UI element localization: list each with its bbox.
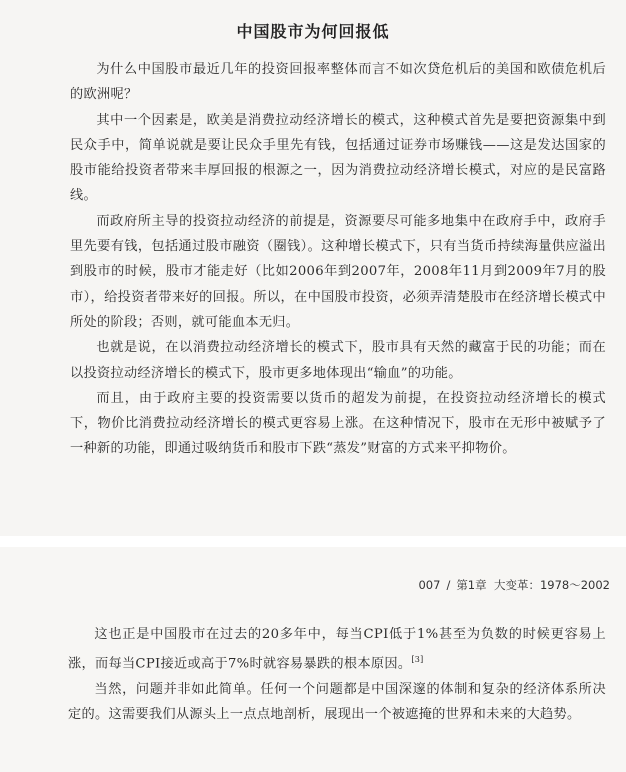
citation-marker: [3] <box>411 655 424 665</box>
page-number: 007 <box>418 578 441 592</box>
page-gap <box>0 536 626 547</box>
bottom-page <box>0 547 626 772</box>
chapter-title: 大变革：1978～2002 <box>493 578 610 592</box>
separator: / <box>446 578 451 592</box>
paragraph: 为什么中国股市最近几年的投资回报率整体而言不如次贷危机后的美国和欧债危机后的欧洲呢？ <box>70 62 606 103</box>
paragraph: 当然，问题并非如此简单。任何一个问题都是中国深邃的体制和复杂的经济体系所决定的。这需要我们从源头上一点点地剖析，展现出一个被遮掩的世界和未来的大趋势。 <box>68 681 606 723</box>
top-page-body <box>70 57 606 462</box>
section-title: 中国股市为何回报低 <box>236 22 390 41</box>
paragraph: 其中一个因素是，欧美是消费拉动经济增长的模式，这种模式首先是要把资源集中到民众手中，简单说就是要让民众手里先有钱，包括通过证券市场赚钱——这是发达国家的股市能给投资者带来丰厚回报的根源之一，因为消费拉动经济增长模式，对应的是民富路线。 <box>70 112 606 204</box>
paragraph <box>68 622 606 677</box>
paragraph: 也就是说，在以消费拉动经济增长的模式下，股市具有天然的藏富于民的功能；而在以投资拉动经济增长的模式下，股市更多地体现出“输血”的功能。 <box>70 340 606 381</box>
paragraph: 而且，由于政府主要的投资需要以货币的超发为前提，在投资拉动经济增长的模式下，物价比消费拉动经济增长的模式更容易上涨。在这种情况下，股市在无形中被赋予了一种新的功能，即通过吸纳货币和股市下跌“蒸发”财富的方式来平抑物价。 <box>70 390 606 457</box>
running-head <box>418 577 610 593</box>
chapter-label: 第1章 <box>456 578 487 592</box>
bottom-page-body <box>68 622 606 728</box>
paragraph: 而政府所主导的投资拉动经济的前提是，资源要尽可能多地集中在政府手中，政府手里先要有钱，包括通过股市融资（圈钱）。这种增长模式下，只有当货币持续海量供应溢出到股市的时候，股市才能走好（比如2006年到2007年，2008年11月到2009年7月的股市），给投资者带来好的回报。所以，在中国股市投资，必须弄清楚股市在经济增长模式中所处的阶段；否则，就可能血本无归。 <box>70 213 606 330</box>
paragraph-text: 这也正是中国股市在过去的20多年中，每当CPI低于1%甚至为负数的时候更容易上涨，而每当CPI接近或高于7%时就容易暴跌的根本原因。 <box>68 627 606 672</box>
